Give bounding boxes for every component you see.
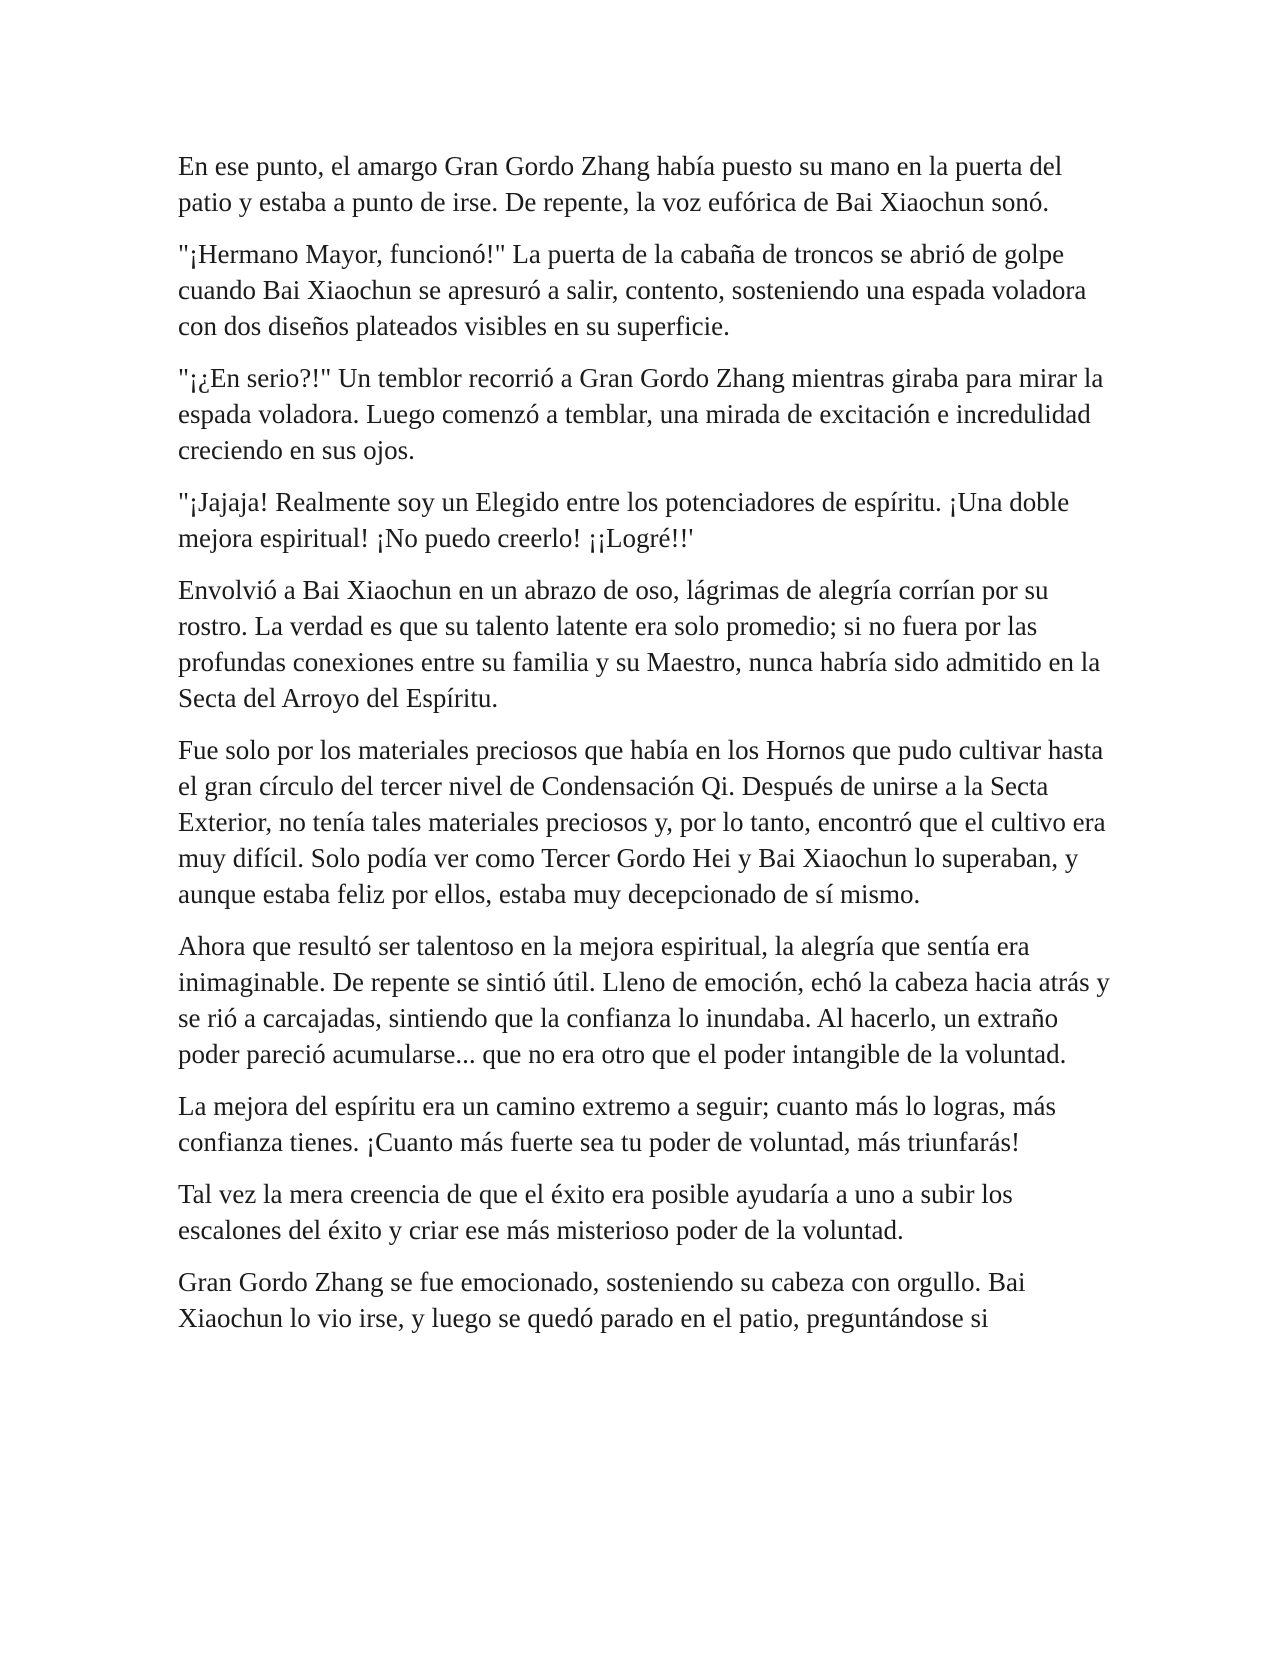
paragraph: "¡Jajaja! Realmente soy un Elegido entre los potenciadores de espíritu. ¡Una doble mejora espiritual! ¡No puedo creerlo! ¡¡Logré!!' — [178, 487, 1070, 553]
paragraph: Ahora que resultó ser talentoso en la mejora espiritual, la alegría que sentía era inimaginable. De repente se sintió útil. Lleno de emoción, echó la cabeza hacia atrás y se rió a carcajadas, sintiendo que la confianza lo inundaba. Al hacerlo, un extraño poder pareció acumularse... que no era otro que el poder intangible de la voluntad. — [178, 931, 1110, 1069]
paragraph: Gran Gordo Zhang se fue emocionado, sosteniendo su cabeza con orgullo. Bai Xiaochun lo vio irse, y luego se quedó parado en el patio, preguntándose si — [178, 1267, 1026, 1333]
paragraph: "¡Hermano Mayor, funcionó!" La puerta de la cabaña de troncos se abrió de golpe cuando Bai Xiaochun se apresuró a salir, contento, sosteniendo una espada voladora con dos diseños plateados visibles en su superficie. — [178, 239, 1087, 341]
paragraph: Envolvió a Bai Xiaochun en un abrazo de oso, lágrimas de alegría corrían por su rostro. La verdad es que su talento latente era solo promedio; si no fuera por las profundas conexiones entre su familia y su Maestro, nunca habría sido admitido en la Secta del Arroyo del Espíritu. — [178, 575, 1101, 713]
paragraph: La mejora del espíritu era un camino extremo a seguir; cuanto más lo logras, más confianza tienes. ¡Cuanto más fuerte sea tu poder de voluntad, más triunfarás! — [178, 1091, 1056, 1157]
document-page — [178, 148, 1113, 1352]
paragraph: "¡¿En serio?!" Un temblor recorrió a Gran Gordo Zhang mientras giraba para mirar la espada voladora. Luego comenzó a temblar, una mirada de excitación e incredulidad creciendo en sus ojos. — [178, 363, 1104, 465]
paragraph: En ese punto, el amargo Gran Gordo Zhang había puesto su mano en la puerta del patio y estaba a punto de irse. De repente, la voz eufórica de Bai Xiaochun sonó. — [178, 151, 1063, 217]
paragraph: Fue solo por los materiales preciosos que había en los Hornos que pudo cultivar hasta el gran círculo del tercer nivel de Condensación Qi. Después de unirse a la Secta Exterior, no tenía tales materiales preciosos y, por lo tanto, encontró que el cultivo era muy difícil. Solo podía ver como Tercer Gordo Hei y Bai Xiaochun lo superaban, y aunque estaba feliz por ellos, estaba muy decepcionado de sí mismo. — [178, 735, 1106, 909]
paragraph: Tal vez la mera creencia de que el éxito era posible ayudaría a uno a subir los escalones del éxito y criar ese más misterioso poder de la voluntad. — [178, 1179, 1013, 1245]
